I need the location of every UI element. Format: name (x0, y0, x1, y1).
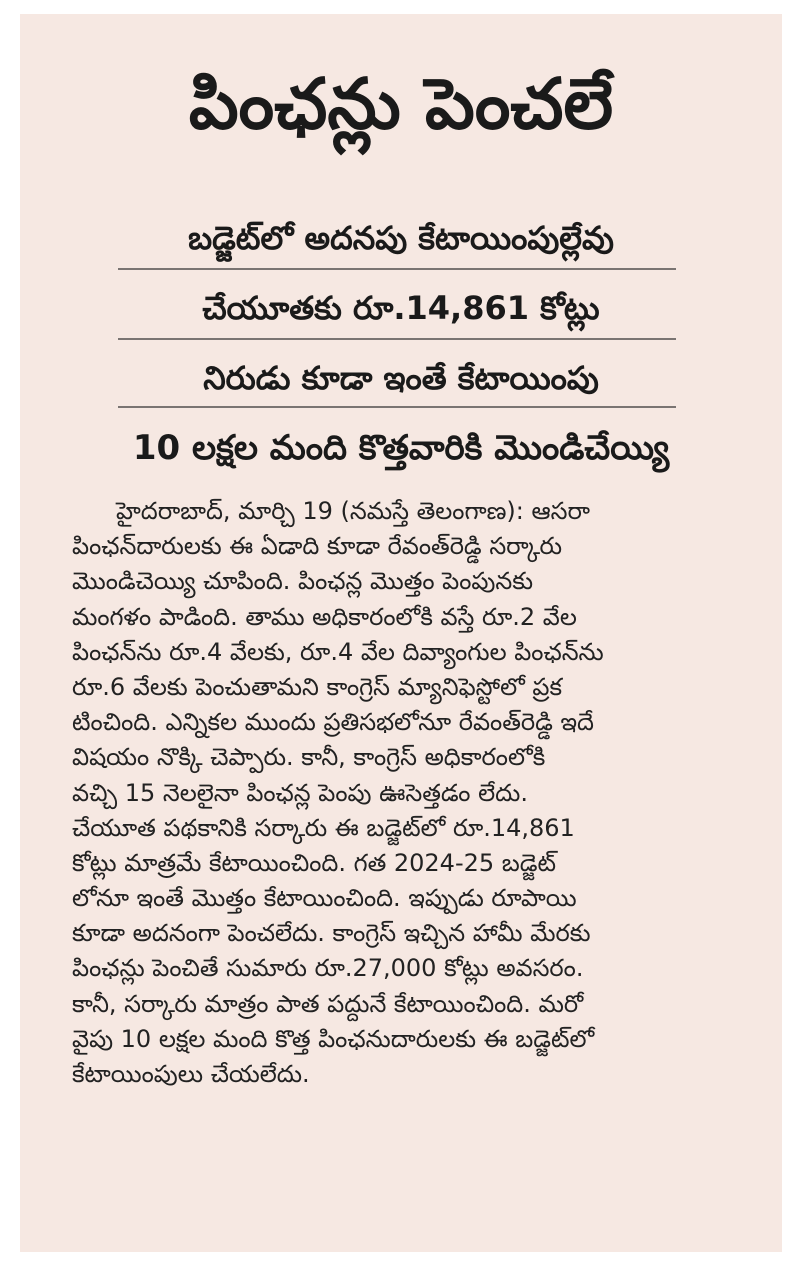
body-line: కూడా అదనంగా పెంచలేదు. కాంగ్రెస్‌ ఇచ్చిన హామీ మేరకు (72, 919, 591, 948)
body-line: మంగళం పాడింది. తాము అధికారంలోకి వస్తే రూ.2 వేల (72, 602, 577, 631)
body-line: విషయం నొక్కి చెప్పారు. కానీ, కాంగ్రెస్‌ అధికారంలోకి (72, 743, 546, 772)
body-line: చేయూత పథకానికి సర్కారు ఈ బడ్జెట్‌లో రూ.14,861 (72, 813, 575, 842)
deck-divider (118, 406, 676, 408)
body-line: కానీ, సర్కారు మాత్రం పాత పద్దునే కేటాయించింది. మరో (72, 989, 584, 1018)
body-line: రూ.6 వేలకు పెంచుతామని కాంగ్రెస్‌ మ్యానిఫెస్టోలో ప్రక (72, 672, 562, 701)
article-body (72, 494, 752, 1092)
deck-divider (118, 268, 676, 270)
body-line: హైదరాబాద్‌, మార్చి 19 (నమస్తే తెలంగాణ): ఆసరా (116, 497, 590, 525)
body-line: టించింది. ఎన్నికల ముందు ప్రతిసభలోనూ రేవంత్‌రెడ్డి ఇదే (72, 708, 594, 737)
body-line: పింఛన్లు పెంచితే సుమారు రూ.27,000 కోట్లు అవసరం. (72, 954, 584, 983)
body-line: వచ్చి 15 నెలలైనా పింఛన్ల పెంపు ఊసెత్తడం లేదు. (72, 778, 528, 807)
body-line: వైపు 10 లక్షల మంది కొత్త పింఛనుదారులకు ఈ బడ్జెట్‌లో (72, 1024, 595, 1053)
body-line: లోనూ ఇంతే మొత్తం కేటాయించింది. ఇప్పుడు రూపాయి (72, 884, 577, 913)
headline: పింఛన్లు పెంచలే (188, 63, 614, 145)
deck-line-1: బడ్జెట్‌లో అదనపు కేటాయింపుల్లేవు (188, 219, 614, 257)
body-line: కేటాయింపులు చేయలేదు. (72, 1060, 310, 1088)
body-line: పింఛన్‌ను రూ.4 వేలకు, రూ.4 వేల దివ్యాంగుల పింఛన్‌ను (72, 637, 604, 666)
deck-line-2: చేయూతకు రూ.14,861 కోట్లు (202, 289, 600, 327)
body-line: పింఛన్‌దారులకు ఈ ఏడాది కూడా రేవంత్‌రెడ్డి సర్కారు (72, 532, 563, 561)
deck-line-3: నిరుడు కూడా ఇంతే కేటాయింపు (203, 359, 599, 397)
body-line: మొండిచెయ్యి చూపింది. పింఛన్ల మొత్తం పెంపునకు (72, 567, 534, 596)
news-clipping (20, 14, 782, 1252)
deck-line-4: 10 లక్షల మంది కొత్తవారికి మొండిచేయ్యి (132, 428, 670, 468)
body-line: కోట్లు మాత్రమే కేటాయించింది. గత 2024-25 బడ్జెట్‌ (72, 848, 557, 877)
deck-divider (118, 338, 676, 340)
